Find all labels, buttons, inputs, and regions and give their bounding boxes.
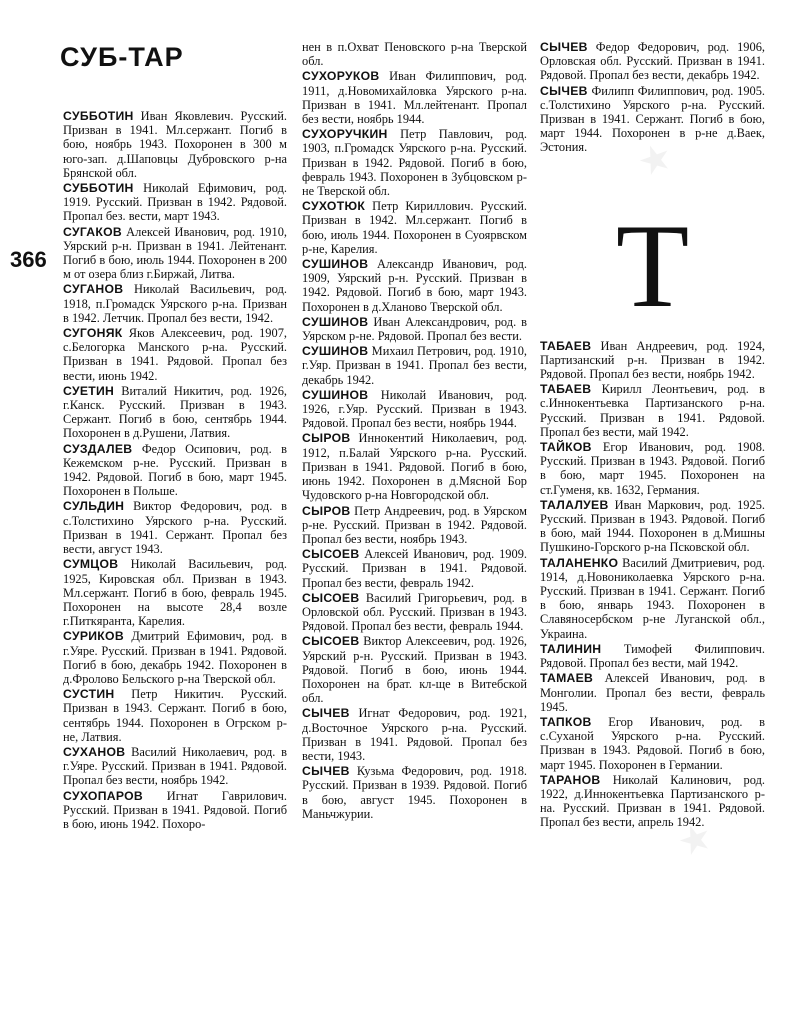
- entry-text: Виктор Федорович, род. в с.Толстихино Уярского р-на. Русский. Призван в 1941. Сержант. Пропал без вести, август 1943.: [63, 499, 287, 557]
- entry-text: Егор Иванович, род. в с.Суханой Уярского р-на. Русский. Призван в 1943. Рядовой. Погиб в бою, март 1945. Похоронен в Германии.: [540, 714, 765, 772]
- entry-surname: СУГОНЯК: [63, 326, 123, 341]
- watermark: ★: [674, 816, 717, 864]
- entry: [63, 745, 287, 788]
- entry: [540, 382, 765, 439]
- entry: [302, 547, 527, 590]
- entry-text: Петр Кириллович. Русский. Призван в 1942. Мл.сержант. Погиб в бою, июль 1944. Похоронен в Суоярвском р-не, Карелия.: [302, 199, 527, 256]
- entry: [302, 706, 527, 763]
- entry: [302, 504, 527, 547]
- entry: [63, 109, 287, 180]
- entry-text: Яков Алексеевич, род. 1907, с.Белогорка Манского р-на. Русский. Призван в 1941. Рядовой. Пропал без вести, июнь 1942.: [63, 326, 287, 383]
- entry-surname: СУЕТИН: [63, 383, 115, 398]
- entry-text: Иван Маркович, род. 1925. Русский. Призван в 1943. Рядовой. Погиб в бою, май 1944. Похоронен в д.Мишны Пушкино-Горского р-на Псковской обл.: [540, 497, 765, 555]
- entry-text: Василий Дмитриевич, род. 1914, д.Новониколаевка Уярского р-на. Русский. Призван в 1941. Сержант. Погиб в бою, январь 1943. Похоронен в Славяносербском р-не Луганской обл., Украина.: [540, 555, 765, 641]
- entry: [63, 326, 287, 383]
- entry-text: Иннокентий Николаевич, род. 1912, п.Балай Уярского р-на. Русский. Призван в 1941. Рядовой. Погиб в бою, июнь 1942. Похоронен в д.Мясной Бор Чудовского р-на Новгородской обл.: [302, 431, 527, 503]
- entry-surname: СУГАНОВ: [63, 282, 124, 297]
- entry-surname: СУХОПАРОВ: [63, 788, 144, 803]
- entry-surname: СУЗДАЛЕВ: [63, 441, 133, 456]
- entry-text: Николай Иванович, род. 1926, г.Уяр. Русский. Призван в 1943. Рядовой. Пропал без вести, ноябрь 1944.: [302, 387, 527, 431]
- entry-surname: СУЛЬДИН: [63, 499, 125, 514]
- entry-text: Иван Александрович, род. в Уярском р-не. Рядовой. Пропал без вести.: [302, 314, 527, 344]
- page-number: 366: [10, 247, 47, 272]
- entry-surname: СУББОТИН: [63, 109, 134, 123]
- entry: [302, 315, 527, 343]
- entry-surname: СУМЦОВ: [63, 557, 119, 572]
- entry-surname: СЫСОЕВ: [302, 634, 360, 649]
- entry-surname: ТАБАЕВ: [540, 338, 592, 353]
- entry: [302, 344, 527, 387]
- entry-surname: СУХОРУКОВ: [302, 69, 380, 84]
- entry-text: Федор Осипович, род. в Кежемском р-не. Русский. Призван в 1942. Рядовой. Погиб в бою, март 1945. Похоронен в Польше.: [63, 441, 287, 499]
- entry-text: Петр Андреевич, род. в Уярском р-не. Русский. Призван в 1942. Рядовой. Пропал без вести, ноябрь 1943.: [302, 503, 527, 546]
- entry: [302, 257, 527, 314]
- entry: [302, 69, 527, 126]
- page-header: СУБ-ТАР: [60, 42, 184, 72]
- entry-surname: ТАПКОВ: [540, 714, 592, 729]
- entry: [63, 442, 287, 499]
- entry-text: Николай Калинович, род. 1922, д.Иннокентьевка Партизанского р-на. Русский. Призван в 1941. Рядовой. Пропал без вести, апрель 1942.: [540, 772, 765, 830]
- entry-surname: СУСТИН: [63, 687, 115, 702]
- entry-surname: СЫЧЕВ: [302, 706, 350, 721]
- entry-surname: СУББОТИН: [63, 181, 134, 196]
- entry: [302, 634, 527, 705]
- entry: [302, 127, 527, 198]
- entry-text: Николай Васильевич, род. 1918, п.Громадск Уярского р-на. Призван в 1942. Летчик. Пропал без вести, 1942.: [63, 282, 287, 325]
- entry-surname: ТАРАНОВ: [540, 772, 601, 787]
- column-1: [63, 109, 287, 832]
- entry-text: Кузьма Федорович, род. 1918. Русский. Призван в 1939. Рядовой. Погиб в бою, август 1945. Похоронен в Маньчжурии.: [302, 764, 527, 821]
- entry: [63, 499, 287, 556]
- entry: [540, 40, 765, 83]
- entry-surname: СУРИКОВ: [63, 629, 124, 644]
- entry-text: Иван Филиппович, род. 1911, д.Новомихайловка Уярского р-на. Призван в 1941. Мл.лейтенант. Пропал без вести, ноябрь 1944.: [302, 69, 527, 127]
- section-letter: Т: [615, 198, 690, 332]
- entry-text: Николай Ефимович, род. 1919. Русский. Призван в 1942. Рядовой. Пропал без. вести, март 1943.: [63, 181, 287, 224]
- entry-surname: ТАБАЕВ: [540, 382, 592, 397]
- entry-text: Алексей Иванович, род. 1910, Уярский р-н. Призван в 1941. Лейтенант. Погиб в бою, июль 1944. Похоронен в 200 м от озера близ г.Биржай, Литва.: [63, 224, 287, 282]
- entry-surname: СЫСОЕВ: [302, 590, 360, 605]
- column-3: [540, 40, 765, 831]
- entry-text: Василий Николаевич, род. в г.Уяре. Русский. Призван в 1941. Рядовой. Пропал без вести, ноябрь 1942.: [63, 744, 287, 788]
- entry-text: Игнат Федорович, род. 1921, д.Восточное Уярского р-на. Русский. Призван в 1941. Рядовой. Пропал без вести, 1943.: [302, 706, 527, 763]
- entry-surname: СУХОРУЧКИН: [302, 127, 388, 142]
- entry: [540, 498, 765, 555]
- entry: [63, 557, 287, 628]
- entry: [302, 388, 527, 431]
- entry-text: Алексей Иванович, род. в Монголии. Пропал без вести, февраль 1945.: [540, 671, 765, 714]
- entry-text: Виктор Алексеевич, род. 1926, Уярский р-н. Русский. Призван в 1943. Рядовой. Погиб в бою, июнь 1944. Похоронен на брат. кл-ще в Витебской обл.: [302, 634, 527, 706]
- entry: [540, 773, 765, 830]
- entry: [302, 764, 527, 821]
- entry-surname: ТАМАЕВ: [540, 671, 594, 686]
- watermark: ★: [634, 136, 677, 184]
- entry: [540, 339, 765, 382]
- entry-surname: СЫРОВ: [302, 503, 351, 518]
- entry-surname: СЫЧЕВ: [540, 83, 588, 98]
- entry-text: Алексей Иванович, род. 1909. Русский. Призван в 1941. Рядовой. Пропал без вести, февраль 1942.: [302, 547, 527, 590]
- entry: [63, 282, 287, 325]
- entry-surname: ТАЛИНИН: [540, 641, 602, 656]
- entry-surname: СУШИНОВ: [302, 257, 369, 272]
- entry: [63, 181, 287, 224]
- entry-text: Кирилл Леонтьевич, род. в с.Иннокентьевка Партизанского р-на. Русский. Призван в 1941. Рядовой. Пропал без вести, май 1942.: [540, 382, 765, 439]
- entry: [63, 687, 287, 744]
- entry-surname: СЫЧЕВ: [540, 40, 588, 54]
- entry-surname: СУШИНОВ: [302, 344, 369, 359]
- entry: [540, 556, 765, 641]
- entry-text: нен в п.Охват Пеновского р-на Тверской обл.: [302, 40, 527, 69]
- entry-text: Иван Яковлевич. Русский. Призван в 1941. Мл.сержант. Погиб в бою, ноябрь 1943. Похоронен в 300 м юго-зап. д.Шаповцы Дубровского р-на Брянской обл.: [63, 109, 287, 180]
- entry-surname: СЫСОЕВ: [302, 547, 360, 562]
- entry: [63, 789, 287, 832]
- entry-text: Петр Павлович, род. 1903, п.Громадск Уярского р-на. Русский. Призван в 1942. Рядовой. Погиб в бою, февраль 1943. Похоронен в Зубцовском р-не Тверской обл.: [302, 127, 527, 199]
- entry-text: Егор Иванович, род. 1908. Русский. Призван в 1943. Рядовой. Погиб в бою, март 1945. Похоронен на ст.Гуменя, кв. 1632, Германия.: [540, 440, 765, 497]
- entry-text: Филипп Филиппович, род. 1905. с.Толстихино Уярского р-на. Русский. Призван в 1941. Сержант. Погиб в бою, март 1944. Похоронен в р-не д.Ваек, Эстония.: [540, 83, 765, 155]
- column-2: [302, 40, 527, 822]
- entry-text: Игнат Гаврилович. Русский. Призван в 1941. Рядовой. Погиб в бою, июнь 1942. Похоро-: [63, 788, 287, 831]
- entry-surname: ТАЛАНЕНКО: [540, 555, 619, 570]
- entry: [540, 84, 765, 155]
- entry: [302, 591, 527, 634]
- entry-text: Виталий Никитич, род. 1926, г.Канск. Русский. Призван в 1943. Сержант. Погиб в бою, сентябрь 1944. Похоронен в д.Рушени, Латвия.: [63, 383, 287, 441]
- entry-surname: СУШИНОВ: [302, 314, 369, 329]
- entry: [63, 629, 287, 686]
- entry: [302, 40, 527, 68]
- entry-text: Дмитрий Ефимович, род. в г.Уяре. Русский. Призван в 1941. Рядовой. Погиб в бою, декабрь 1942. Похоронен в д.Фролово Бельского р-на Тверской обл.: [63, 629, 287, 686]
- entry-surname: СУГАКОВ: [63, 224, 122, 239]
- entry-text: Александр Иванович, род. 1909, Уярский р-н. Русский. Призван в 1942. Рядовой. Погиб в бою, март 1943. Похоронен в д.Хланово Тверской обл.: [302, 257, 527, 314]
- entry-text: Михаил Петрович, род. 1910, г.Уяр. Призван в 1941. Пропал без вести, декабрь 1942.: [302, 344, 527, 387]
- entry: [540, 440, 765, 497]
- entry-text: Иван Андреевич, род. 1924, Партизанский р-н. Призван в 1942. Рядовой. Пропал без вести, ноябрь 1942.: [540, 338, 765, 382]
- entry: [63, 225, 287, 282]
- entry-surname: СЫРОВ: [302, 431, 351, 446]
- entry-surname: СЫЧЕВ: [302, 764, 350, 779]
- entry: [302, 431, 527, 502]
- entry: [63, 384, 287, 441]
- entry-surname: СУХОТЮК: [302, 199, 366, 214]
- entry: [540, 671, 765, 714]
- entry-surname: СУХАНОВ: [63, 744, 126, 759]
- entry-text: Федор Федорович, род. 1906, Орловская обл. Русский. Призван в 1941. Рядовой. Пропал без вести, декабрь 1942.: [540, 40, 765, 83]
- entry-text: Петр Никитич. Русский. Призван в 1943. Сержант. Погиб в бою, сентябрь 1944. Похоронен в Огрском р-не, Латвия.: [63, 687, 287, 744]
- entry-text: Тимофей Филиппович. Рядовой. Пропал без вести, май 1942.: [540, 641, 765, 671]
- entry-surname: ТАЙКОВ: [540, 440, 592, 455]
- entry: [540, 715, 765, 772]
- entry-text: Николай Васильевич, род. 1925, Кировская обл. Призван в 1943. Мл.сержант. Погиб в бою, февраль 1945. Похоронен на высоте 28,4 возле г.Питкяранта, Карелия.: [63, 557, 287, 629]
- entry: [540, 642, 765, 670]
- entry: [302, 199, 527, 256]
- entry-surname: СУШИНОВ: [302, 387, 369, 402]
- entry-surname: ТАЛАЛУЕВ: [540, 497, 609, 512]
- entry-text: Василий Григорьевич, род. в Орловской обл. Русский. Призван в 1943. Рядовой. Пропал без вести, февраль 1944.: [302, 590, 527, 634]
